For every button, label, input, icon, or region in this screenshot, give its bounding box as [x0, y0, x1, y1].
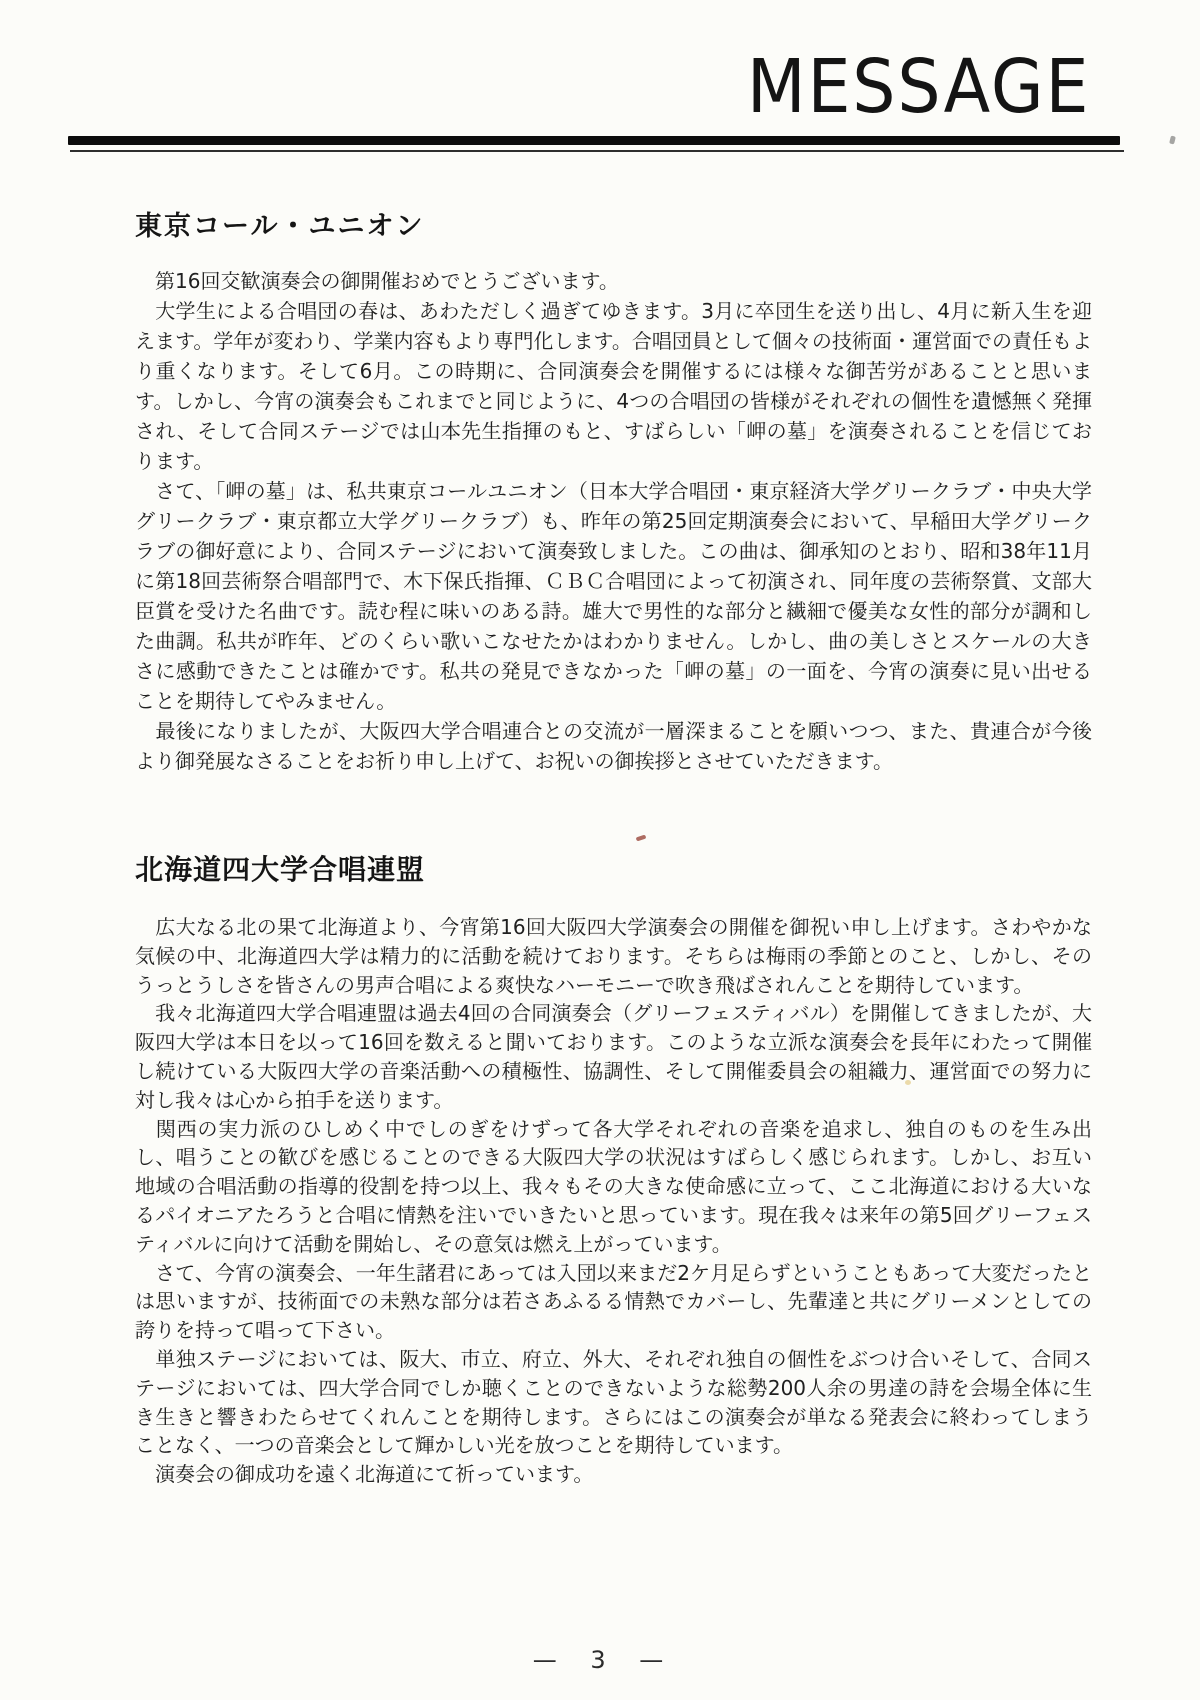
section-heading-tokyo-call-union: 東京コール・ユニオン: [135, 211, 425, 242]
paragraph: 関西の実力派のひしめく中でしのぎをけずって各大学それぞれの音楽を追求し、独自のものを生み出し、唱うことの歓びを感じることのできる大阪四大学の状況はすばらしく感じられます。しかし、お互い地域の合唱活動の指導的役割を持つ以上、我々もその大きな使命感に立って、ここ北海道における大いなるパイオニアたろうと合唱に情熱を注いでいきたいと思っています。現在我々は来年の第5回グリーフェスティバルに向けて活動を開始し、その意気は燃え上がっています。: [135, 1116, 1092, 1256]
paragraph: さて、今宵の演奏会、一年生諸君にあっては入団以来まだ2ケ月足らずということもあって大変だったとは思いますが、技術面での未熟な部分は若さあふるる情熱でカバーし、先輩達と共にグリーメンとしての誇りを持って唱って下さい。: [135, 1260, 1092, 1343]
ink-speck: [905, 1080, 911, 1085]
section-tokyo-call-union: [135, 204, 1092, 776]
paragraph: 広大なる北の果て北海道より、今宵第16回大阪四大学演奏会の開催を御祝い申し上げます。さわやかな気候の中、北海道四大学は精力的に活動を続けております。そちらは梅雨の季節とのこと、しかし、そのうっとうしさを皆さんの男声合唱による爽快なハーモニーで吹き飛ばされんことを期待しています。: [135, 915, 1092, 997]
header-rule-thick: [68, 136, 1120, 145]
paragraph: 単独ステージにおいては、阪大、市立、府立、外大、それぞれ独自の個性をぶつけ合いそして、合同ステージにおいては、四大学合同でしか聴くことのできないような総勢200人余の男達の詩を会場全体に生き生きと響きわたらせてくれんことを期待します。さらにはこの演奏会が単なる発表会に終わってしまうことなく、一つの音楽会として輝かしい光を放つことを期待しています。: [135, 1346, 1092, 1458]
page-title: MESSAGE: [746, 44, 1090, 130]
header-rule-thin: [70, 150, 1124, 152]
ink-speck: [1169, 136, 1176, 145]
section-hokkaido-four-universities: [135, 848, 1092, 1489]
section-heading-hokkaido-four-universities: 北海道四大学合唱連盟: [135, 853, 426, 886]
paragraph: 我々北海道四大学合唱連盟は過去4回の合同演奏会（グリーフェスティバル）を開催してきましたが、大阪四大学は本日を以って16回を数えると聞いております。このような立派な演奏会を長年にわたって開催し続けている大阪四大学の音楽活動への積極性、協調性、そして開催委員会の組織力、運営面での努力に対し我々は心から拍手を送ります。: [135, 1001, 1092, 1112]
paragraph: 最後になりましたが、大阪四大学合唱連合との交流が一層深まることを願いつつ、また、貴連合が今後より御発展なさることをお祈り申し上げて、お祝いの御挨拶とさせていただきます。: [135, 719, 1092, 773]
paragraph: 大学生による合唱団の春は、あわただしく過ぎてゆきます。3月に卒団生を送り出し、4月に新入生を迎えます。学年が変わり、学業内容もより専門化します。合唱団員として個々の技術面・運営面での責任もより重くなります。そして6月。この時期に、合同演奏会を開催するには様々な御苦労があることと思います。しかし、今宵の演奏会もこれまでと同じように、4つの合唱団の皆様がそれぞれの個性を遺憾無く発揮され、そして合同ステージでは山本先生指揮のもと、すばらしい「岬の墓」を演奏されることを信じております。: [135, 299, 1092, 473]
ink-speck: [636, 835, 647, 842]
paragraph: 演奏会の御成功を遠く北海道にて祈っています。: [135, 1462, 594, 1487]
paragraph: さて、「岬の墓」は、私共東京コールユニオン（日本大学合唱団・東京経済大学グリークラブ・中央大学グリークラブ・東京都立大学グリークラブ）も、昨年の第25回定期演奏会において、早稲田大学グリークラブの御好意により、合同ステージにおいて演奏致しました。この曲は、御承知のとおり、昭和38年11月に第18回芸術祭合唱部門で、木下保氏指揮、ＣＢＣ合唱団によって初演され、同年度の芸術祭賞、文部大臣賞を受けた名曲です。読む程に味いのある詩。雄大で男性的な部分と繊細で優美な女性的部分が調和した曲調。私共が昨年、どのくらい歌いこなせたかはわかりません。しかし、曲の美しさとスケールの大きさに感動できたことは確かです。私共の発見できなかった「岬の墓」の一面を、今宵の演奏に見い出せることを期待してやみません。: [135, 479, 1092, 713]
page-number: — 3 —: [532, 1646, 668, 1674]
paragraph: 第16回交歓演奏会の御開催おめでとうございます。: [135, 269, 619, 293]
